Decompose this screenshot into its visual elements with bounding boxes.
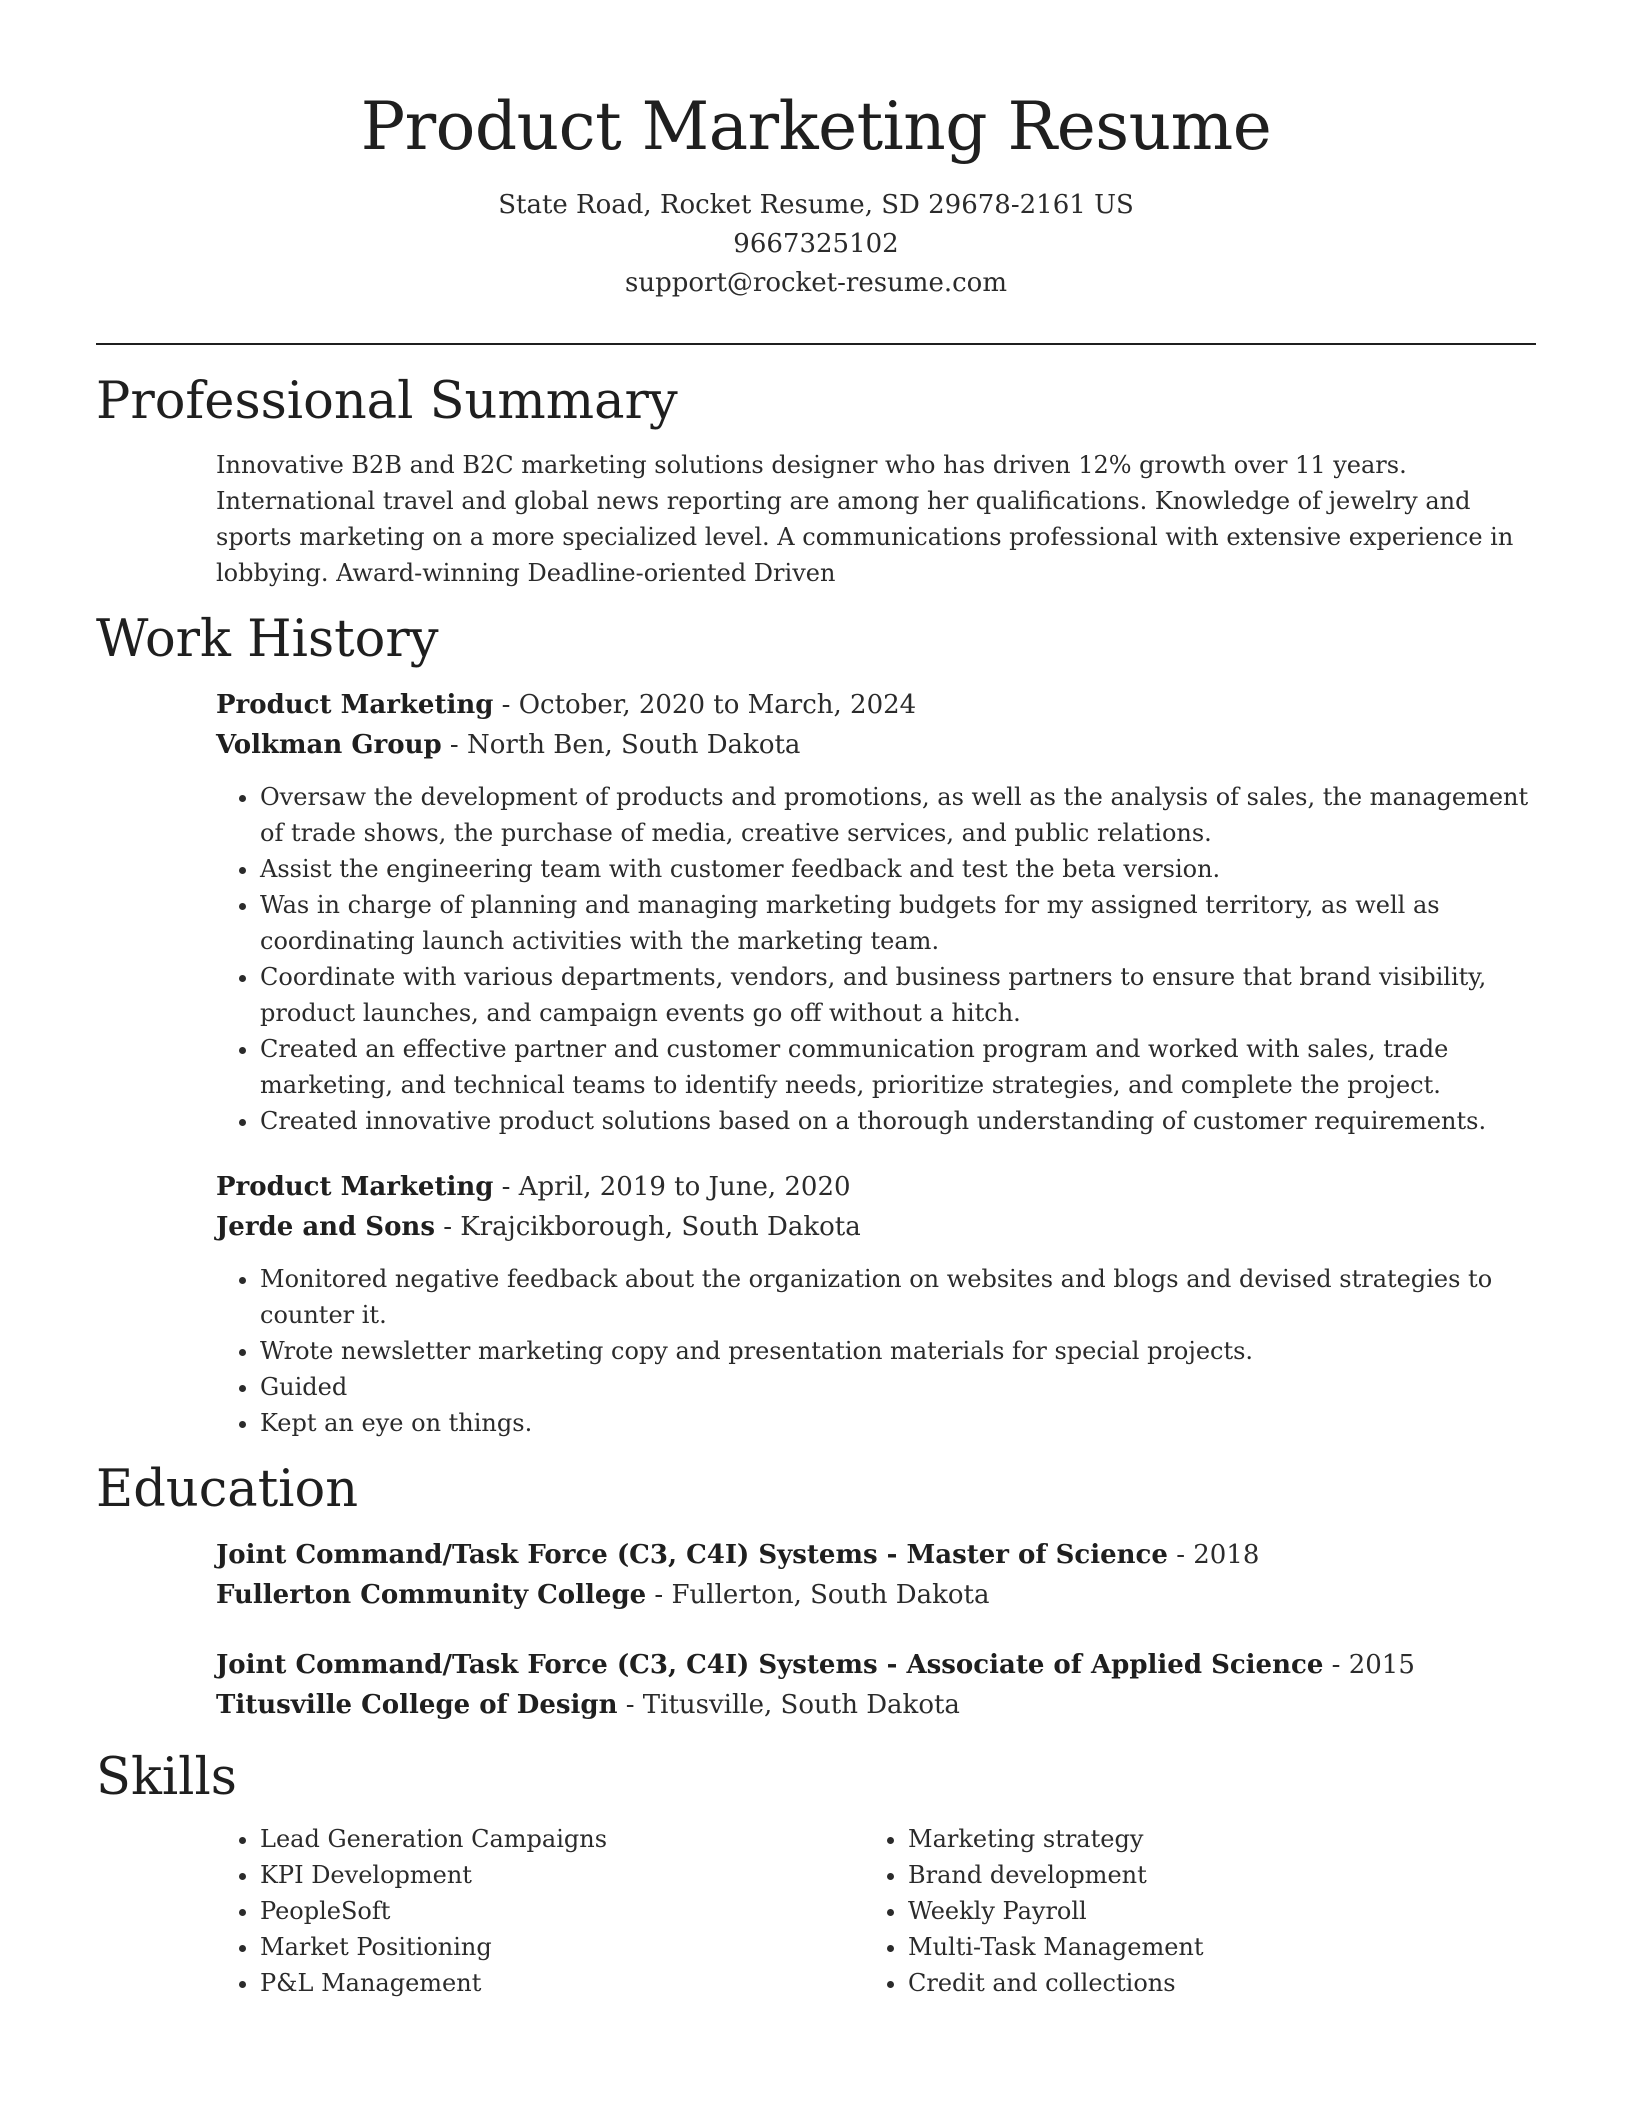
job-entry xyxy=(216,685,1536,1139)
skill-item: • Lead Generation Campaigns xyxy=(260,1821,864,1857)
skill-item: • Marketing strategy xyxy=(908,1821,1512,1857)
skills-list xyxy=(864,1821,1512,2001)
education-location: - Titusville, South Dakota xyxy=(617,1690,960,1720)
education-entry xyxy=(216,1535,1536,1615)
job-dates: - October, 2020 to March, 2024 xyxy=(493,690,917,720)
address: State Road, Rocket Resume, SD 29678-2161 US xyxy=(498,190,1134,220)
list-item: • Assist the engineering team with customer feedback and test the beta version. xyxy=(260,851,1536,887)
skill-item: • Multi-Task Management xyxy=(908,1929,1512,1965)
job-company-line xyxy=(216,1207,1536,1247)
summary-text: Innovative B2B and B2C marketing solutions designer who has driven 12% growth over 11 years. International travel and global news reporting are among her qualifications. Knowledge of jewelry and sports marketing on a more specialized level. A communications professional with extensive experience in lobbying. Award-winning Deadline-oriented Driven xyxy=(216,451,1514,587)
section-title-skills: Skills xyxy=(96,1748,237,1807)
job-entry xyxy=(216,1167,1536,1441)
skills-section xyxy=(96,1747,1536,2001)
list-item: • Monitored negative feedback about the organization on websites and blogs and devised strategies to counter it. xyxy=(260,1261,1536,1333)
education-year: - 2015 xyxy=(1323,1650,1415,1680)
email: support@rocket-resume.com xyxy=(624,268,1007,298)
job-company: Volkman Group xyxy=(216,730,442,760)
resume-title: Product Marketing Resume xyxy=(360,88,1272,165)
list-item: • Oversaw the development of products and promotions, as well as the analysis of sales, the management of trade shows, the purchase of media, creative services, and public relations. xyxy=(260,779,1536,851)
education-section xyxy=(96,1459,1536,1725)
skill-item: • Weekly Payroll xyxy=(908,1893,1512,1929)
phone: 9667325102 xyxy=(733,229,899,259)
list-item: • Was in charge of planning and managing marketing budgets for my assigned territory, as well as coordinating launch activities with the marketing team. xyxy=(260,887,1536,959)
contact-block xyxy=(96,186,1536,303)
job-bullets xyxy=(216,779,1536,1139)
list-item: • Wrote newsletter marketing copy and presentation materials for special projects. xyxy=(260,1333,1536,1369)
job-position: Product Marketing xyxy=(216,690,494,720)
job-company-line xyxy=(216,725,1536,765)
professional-summary-section xyxy=(96,371,1536,591)
skill-item: • Brand development xyxy=(908,1857,1512,1893)
list-item: • Guided xyxy=(260,1369,1536,1405)
job-title-line xyxy=(216,685,1536,725)
job-bullets xyxy=(216,1261,1536,1441)
skill-item: • Credit and collections xyxy=(908,1965,1512,2001)
skills-column-right xyxy=(864,1821,1512,2001)
skills-list xyxy=(216,1821,864,2001)
skill-item: • PeopleSoft xyxy=(260,1893,864,1929)
skills-column-left xyxy=(216,1821,864,2001)
list-item: • Created innovative product solutions based on a thorough understanding of customer requirements. xyxy=(260,1103,1536,1139)
job-title-line xyxy=(216,1167,1536,1207)
job-location: - North Ben, South Dakota xyxy=(441,730,801,760)
education-program-line xyxy=(216,1535,1536,1575)
job-dates: - April, 2019 to June, 2020 xyxy=(493,1172,851,1202)
education-location: - Fullerton, South Dakota xyxy=(646,1580,990,1610)
section-title-summary: Professional Summary xyxy=(96,372,678,431)
skill-item: • KPI Development xyxy=(260,1857,864,1893)
education-program: Joint Command/Task Force (C3, C4I) Systems - Master of Science xyxy=(216,1540,1168,1570)
list-item: • Kept an eye on things. xyxy=(260,1405,1536,1441)
skill-item: • P&L Management xyxy=(260,1965,864,2001)
education-school: Titusville College of Design xyxy=(216,1690,618,1720)
job-company: Jerde and Sons xyxy=(216,1212,435,1242)
resume-header xyxy=(96,0,1536,303)
work-history-section xyxy=(96,609,1536,1441)
skill-item: • Market Positioning xyxy=(260,1929,864,1965)
list-item: • Created an effective partner and customer communication program and worked with sales, trade marketing, and technical teams to identify needs, prioritize strategies, and complete the project. xyxy=(260,1031,1536,1103)
education-program-line xyxy=(216,1645,1536,1685)
education-school: Fullerton Community College xyxy=(216,1580,647,1610)
section-title-work-history: Work History xyxy=(96,610,439,669)
job-position: Product Marketing xyxy=(216,1172,494,1202)
education-program: Joint Command/Task Force (C3, C4I) Systems - Associate of Applied Science xyxy=(216,1650,1324,1680)
job-location: - Krajcikborough, South Dakota xyxy=(434,1212,861,1242)
section-title-education: Education xyxy=(96,1460,359,1519)
education-school-line xyxy=(216,1685,1536,1725)
list-item: • Coordinate with various departments, vendors, and business partners to ensure that brand visibility, product launches, and campaign events go off without a hitch. xyxy=(260,959,1536,1031)
education-entry xyxy=(216,1645,1536,1725)
education-school-line xyxy=(216,1575,1536,1615)
header-divider xyxy=(96,343,1536,345)
skills-grid xyxy=(216,1821,1536,2001)
education-year: - 2018 xyxy=(1167,1540,1260,1570)
